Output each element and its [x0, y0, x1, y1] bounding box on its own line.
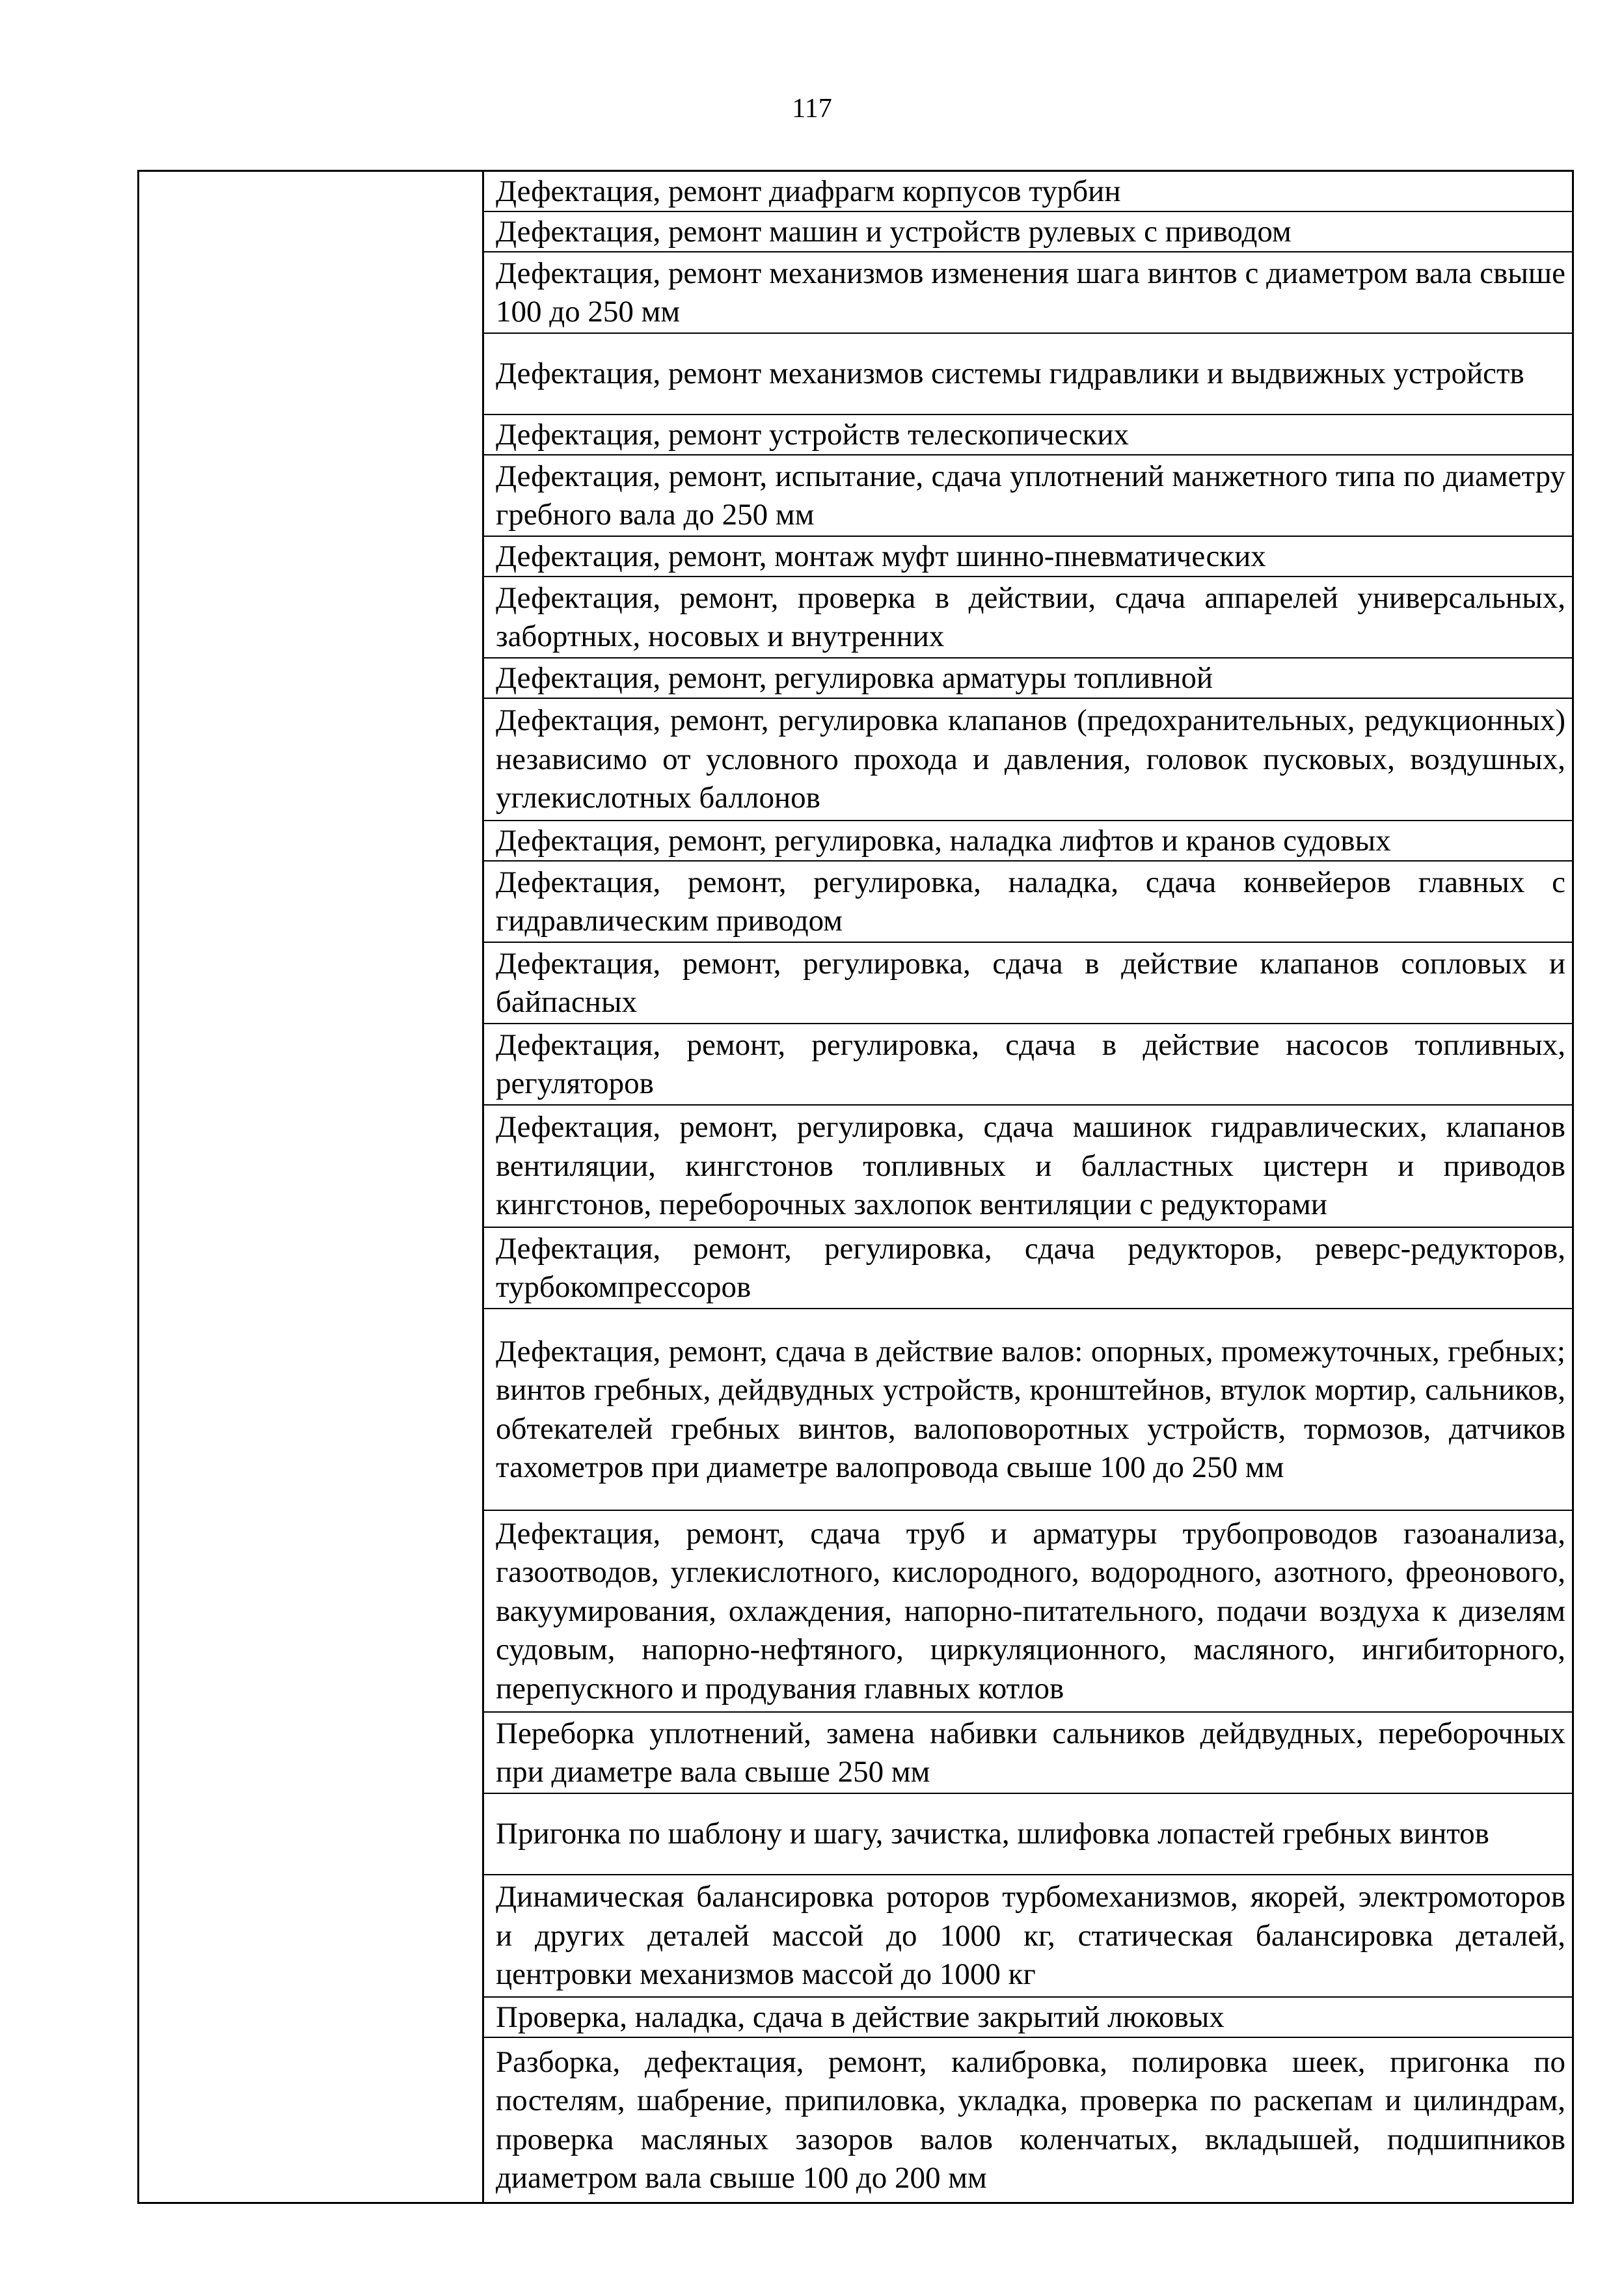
table-row: Дефектация, ремонт механизмов системы гидравлики и выдвижных устройств [484, 334, 1572, 415]
table-row: Дефектация, ремонт, регулировка, наладка лифтов и кранов судовых [484, 821, 1572, 862]
table-row: Дефектация, ремонт, регулировка, сдача в действие насосов топливных, регуляторов [484, 1024, 1572, 1106]
table-row: Дефектация, ремонт устройств телескопических [484, 415, 1572, 455]
table-row: Дефектация, ремонт, испытание, сдача уплотнений манжетного типа по диаметру гребного вала до 250 мм [484, 455, 1572, 537]
page-number: 117 [792, 94, 832, 124]
table-row: Дефектация, ремонт, сдача труб и арматуры трубопроводов газоанализа, газоотводов, углекислотного, кислородного, водородного, азотного, фреонового, вакуумирования, охлаждения, напорно-питательного, подачи воздуха к дизелям судовым, напорно-нефтяного, циркуляционного, масляного, ингибиторного, перепускного и продувания главных котлов [484, 1511, 1572, 1713]
table-row: Дефектация, ремонт, регулировка, наладка, сдача конвейеров главных с гидравлическим приводом [484, 862, 1572, 943]
table-row: Дефектация, ремонт, регулировка клапанов (предохранительных, редукционных) независимо от условного прохода и давления, головок пусковых, воздушных, углекислотных баллонов [484, 699, 1572, 821]
table-row: Дефектация, ремонт машин и устройств рулевых с приводом [484, 212, 1572, 252]
table-row: Дефектация, ремонт механизмов изменения шага винтов с диаметром вала свыше 100 до 250 мм [484, 252, 1572, 334]
table-row: Дефектация, ремонт диафрагм корпусов турбин [484, 172, 1572, 212]
table-row: Разборка, дефектация, ремонт, калибровка, полировка шеек, пригонка по постелям, шабрение, припиловка, укладка, проверка по раскепам и цилиндрам, проверка масляных зазоров валов коленчатых, вкладышей, подшипников диаметром вала свыше 100 до 200 мм [496, 2044, 1565, 2195]
table-row: Дефектация, ремонт, проверка в действии, сдача аппарелей универсальных, забортных, носовых и внутренних [484, 577, 1572, 659]
table-row: Дефектация, ремонт, регулировка, сдача редукторов, реверс-редукторов, турбокомпрессоров [484, 1228, 1572, 1309]
table-row: Динамическая балансировка роторов турбомеханизмов, якорей, электромоторов и других деталей массой до 1000 кг, статическая балансировка деталей, центровки механизмов массой до 1000 кг [484, 1875, 1572, 1998]
empty-left-column [139, 172, 484, 2202]
table-row: Пригонка по шаблону и шагу, зачистка, шлифовка лопастей гребных винтов [484, 1794, 1572, 1875]
table-row: Переборка уплотнений, замена набивки сальников дейдвудных, переборочных при диаметре вала свыше 250 мм [484, 1713, 1572, 1794]
work-list-table [137, 170, 1574, 2204]
table-row: Проверка, наладка, сдача в действие закрытий люковых [484, 1998, 1572, 2038]
table-row: Дефектация, ремонт, регулировка, сдача машинок гидравлических, клапанов вентиляции, кингстонов топливных и балластных цистерн и приводов кингстонов, переборочных захлопок вентиляции с редукторами [484, 1106, 1572, 1228]
work-descriptions-column [484, 172, 1572, 2202]
table-row: Дефектация, ремонт, регулировка, сдача в действие клапанов сопловых и байпасных [484, 943, 1572, 1024]
table-row: Дефектация, ремонт, регулировка арматуры топливной [484, 659, 1572, 699]
table-row: Дефектация, ремонт, монтаж муфт шинно-пневматических [484, 537, 1572, 577]
table-row: Дефектация, ремонт, сдача в действие валов: опорных, промежуточных, гребных; винтов гребных, дейдвудных устройств, кронштейнов, втулок мортир, сальников, обтекателей гребных винтов, валоповоротных устройств, тормозов, датчиков тахометров при диаметре валопровода свыше 100 до 250 мм [484, 1309, 1572, 1511]
